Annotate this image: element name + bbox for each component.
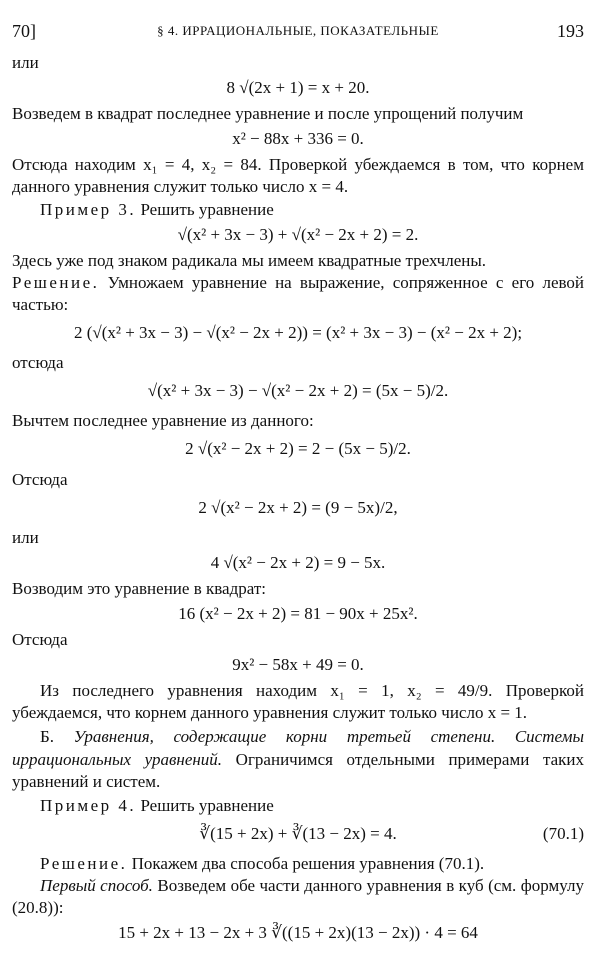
text-line: или [12,527,39,547]
equation: x² − 88x + 336 = 0. [232,129,364,149]
example-label: Пример 3. [40,199,137,219]
equation: √(x² + 3x − 3) + √(x² − 2x + 2) = 2. [177,224,419,244]
example-text: Решить уравнение [136,795,274,815]
equation: 4 √(x² − 2x + 2) = 9 − 5x. [210,552,386,572]
equation: 2 √(x² − 2x + 2) = (9 − 5x)/2, [198,497,398,517]
equation: 2 √(x² − 2x + 2) = 2 − (5x − 5)/2. [185,439,411,459]
equation: 8 √(2x + 1) = x + 20. [226,78,370,98]
page-body [12,52,584,948]
paragraph: Возведем в квадрат последнее уравнение и после упрощений получим [12,104,524,124]
paragraph [12,853,584,875]
paragraph [12,875,584,919]
solution-label: Решение. [12,272,100,292]
equation: ∛(15 + 2x) + ∛(13 − 2x) = 4. [199,823,397,843]
solution-label: Решение. [40,853,128,873]
page-header [12,20,584,46]
example-label: Пример 4. [40,795,137,815]
text-line: Отсюда [12,630,68,650]
method-label: Первый способ. [40,876,153,895]
running-title: § 4. ИРРАЦИОНАЛЬНЫЕ, ПОКАЗАТЕЛЬНЫЕ [157,23,439,38]
example-heading [12,795,584,817]
example-text: Решить уравнение [136,199,274,219]
subsection-letter: Б. [40,727,74,747]
equation: √(x² + 3x − 3) − √(x² − 2x + 2) = (5x − 5)/2. [147,381,449,401]
paragraph: Здесь уже под знаком радикала мы имеем квадратные трехчлены. [12,250,487,270]
paragraph: Из последнего уравнения находим x₁ = 1, x₂ = 49/9. Проверкой убеждаемся, что корнем данного уравнения служит только число x = 1. [12,681,584,723]
section-marker: 70] [12,21,36,41]
paragraph [12,272,584,316]
text-line: отсюда [12,353,64,373]
text-line: Вычтем последнее уравнение из данного: [12,411,314,431]
example-heading [12,199,584,221]
text-line: Возводим это уравнение в квадрат: [12,578,266,598]
text-line: или [12,53,39,72]
solution-text: Покажем два способа решения уравнения (70.1). [127,853,485,873]
equation: 16 (x² − 2x + 2) = 81 − 90x + 25x². [178,603,418,623]
page-number: 193 [557,21,584,41]
equation-number: (70.1) [542,823,584,843]
equation: 15 + 2x + 13 − 2x + 3 ∛((15 + 2x)(13 − 2x)) · 4 = 64 [118,923,478,943]
text-line: Отсюда [12,469,68,489]
numbered-equation [12,823,584,845]
paragraph [12,726,584,792]
equation: 9x² − 58x + 49 = 0. [232,655,364,675]
subsection-text: Ограничимся отдельными примерами таких уравнений и систем. [12,749,584,791]
equation: 2 (√(x² + 3x − 3) − √(x² − 2x + 2)) = (x² + 3x − 3) − (x² − 2x + 2); [73,323,523,343]
subsection-title: Уравнения, содержащие корни третьей степени. Системы иррациональных уравнений. [12,727,584,769]
paragraph: Отсюда находим x₁ = 4, x₂ = 84. Проверкой убеждаемся в том, что корнем данного уравнения служит только число x = 4. [12,155,584,197]
solution-text: Умножаем уравнение на выражение, сопряженное с его левой частью: [12,272,584,314]
method-text: Возведем обе части данного уравнения в куб (см. формулу (20.8)): [12,876,584,918]
